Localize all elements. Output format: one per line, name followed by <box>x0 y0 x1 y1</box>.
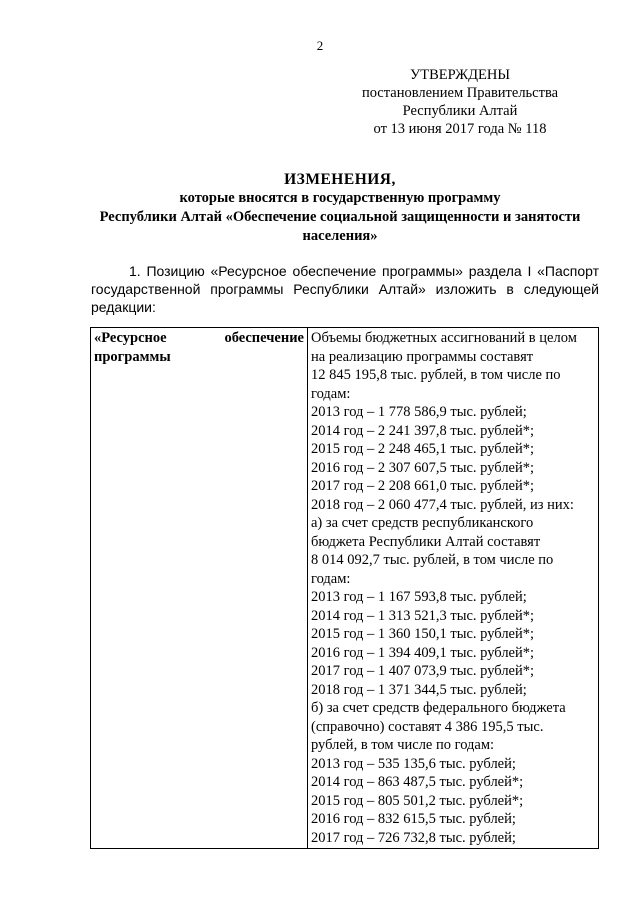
position-value-cell <box>308 328 599 849</box>
value-line: (справочно) составят 4 386 195,5 тыс. <box>311 718 544 735</box>
value-line: 2013 год – 535 135,6 тыс. рублей; <box>311 755 516 772</box>
approval-line-3: Республики Алтай <box>402 103 518 119</box>
approval-line-1: УТВЕРЖДЕНЫ <box>409 67 511 83</box>
document-title <box>80 170 600 246</box>
value-line: 12 845 195,8 тыс. рублей, в том числе по <box>311 367 561 383</box>
value-line: а) за счет средств республиканского <box>311 515 534 531</box>
position-name-word-2: обеспечение <box>224 330 304 346</box>
value-line: 2014 год – 1 313 521,3 тыс. рублей*; <box>311 607 535 624</box>
value-line: бюджета Республики Алтай составят <box>311 533 541 550</box>
value-line: 2016 год – 1 394 409,1 тыс. рублей*; <box>311 644 535 661</box>
value-line: 2013 год – 1 167 593,8 тыс. рублей; <box>311 589 527 605</box>
resource-table <box>90 327 599 849</box>
value-line: на реализацию программы составят <box>311 348 534 365</box>
value-line: 2015 год – 2 248 465,1 тыс. рублей*; <box>311 441 535 457</box>
value-line: годам: <box>311 570 351 587</box>
approval-line-2: постановлением Правительства <box>361 85 559 101</box>
title-line-4: населения» <box>302 228 378 244</box>
value-line: 2014 год – 863 487,5 тыс. рублей*; <box>311 774 524 790</box>
value-line: 2016 год – 2 307 607,5 тыс. рублей*; <box>311 459 535 476</box>
value-line: 2014 год – 2 241 397,8 тыс. рублей*; <box>311 422 535 439</box>
approval-line-4: от 13 июня 2017 года № 118 <box>373 121 547 137</box>
value-line: 2018 год – 2 060 477,4 тыс. рублей, из них: <box>311 496 574 513</box>
value-line: 2017 год – 726 732,8 тыс. рублей; <box>311 829 516 846</box>
title-heading: ИЗМЕНЕНИЯ, <box>284 171 396 188</box>
item-1-text: 1. Позицию «Ресурсное обеспечение программы» раздела I «Паспорт государственной программы Республики Алтай» изложить в следующей редакции: <box>91 263 599 315</box>
value-line: 8 014 092,7 тыс. рублей, в том числе по <box>311 552 554 568</box>
title-line-2: которые вносятся в государственную программу <box>179 190 501 206</box>
value-line: б) за счет средств федерального бюджета <box>311 700 566 716</box>
position-name-cell <box>91 328 308 849</box>
value-line: Объемы бюджетных ассигнований в целом <box>311 330 577 346</box>
value-line: 2013 год – 1 778 586,9 тыс. рублей; <box>311 404 527 420</box>
value-line: 2017 год – 1 407 073,9 тыс. рублей*; <box>311 663 535 679</box>
value-line: 2017 год – 2 208 661,0 тыс. рублей*; <box>311 478 535 494</box>
item-1-paragraph <box>91 262 599 316</box>
title-line-3: Республики Алтай «Обеспечение социальной защищенности и занятости <box>99 209 581 225</box>
approval-block <box>360 66 560 138</box>
page-number: 2 <box>316 38 324 53</box>
value-line: рублей, в том числе по годам: <box>311 737 495 753</box>
value-line: 2018 год – 1 371 344,5 тыс. рублей; <box>311 681 527 698</box>
position-name-word-1: «Ресурсное <box>94 330 167 346</box>
value-line: 2015 год – 1 360 150,1 тыс. рублей*; <box>311 626 535 642</box>
table-row <box>91 328 599 849</box>
value-line: годам: <box>311 385 351 402</box>
value-line: 2016 год – 832 615,5 тыс. рублей; <box>311 811 516 827</box>
value-line: 2015 год – 805 501,2 тыс. рублей*; <box>311 792 524 809</box>
position-name-word-3: программы <box>94 348 171 365</box>
